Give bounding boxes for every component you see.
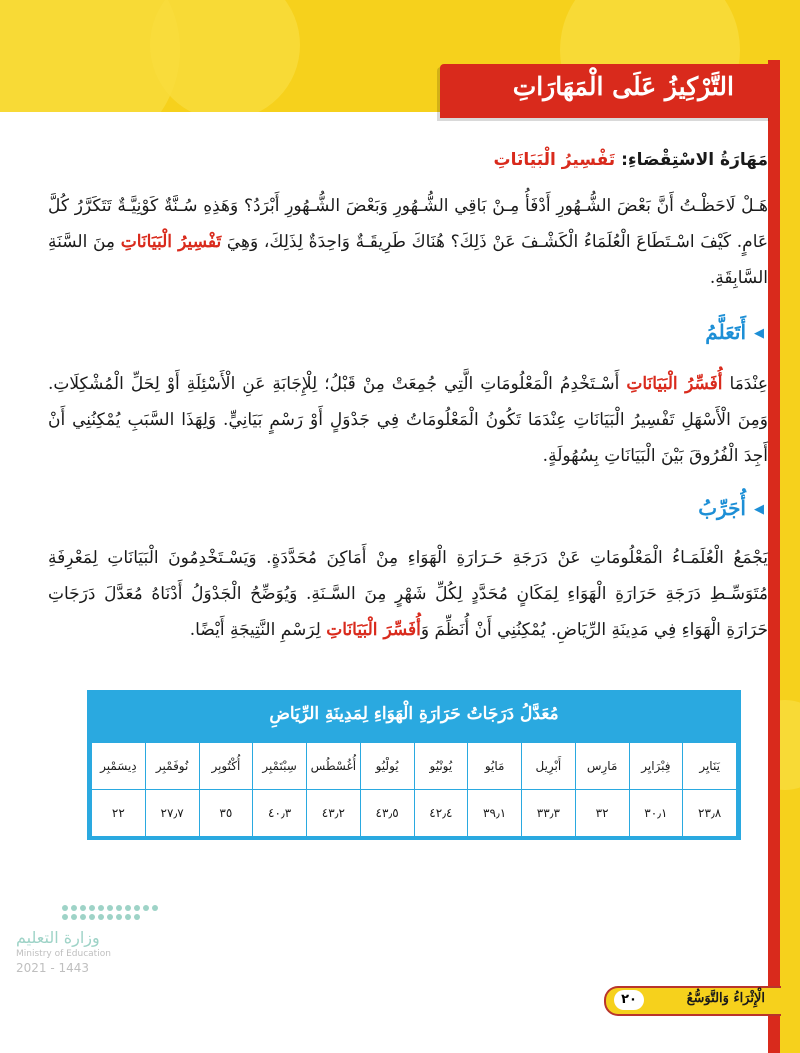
learn-highlight: أُفَسِّرُ الْبَيَانَاتِ bbox=[626, 374, 723, 394]
learn-heading bbox=[705, 320, 764, 344]
month-cell: يَنَايِر bbox=[683, 743, 737, 790]
table-title: مُعَدَّلُ دَرَجَاتُ حَرَارَةِ الْهَوَاءِ لِمَدِينَةِ الرِّيَاضِ bbox=[269, 704, 559, 724]
try-text: يَجْمَعُ الْعُلَمَـاءُ الْمَعْلُومَاتِ عَنْ دَرَجَةِ حَـرَارَةِ الْهَوَاءِ مِنْ أَمَاكِنَ مُحَدَّدَةٍ. وَيَسْـتَخْدِمُونَ الْبَيَانَاتِ لِمَعْرِفَةِ مُتَوَسِّـطِ دَرَجَةِ حَرَارَةِ الْهَوَاءِ لِمَكَانٍ مُحَدَّدٍ لِكُلِّ شَهْرٍ مِنَ السَّـنَةِ. وَيُوَضِّحُ الْجَدْوَلُ أَدْنَاهُ مُعَدَّلَ دَرَجَاتِ حَرَارَةِ الْهَوَاءِ فِي مَدِينَةِ الرِّيَاضِ. يُمْكِنُنِي أَنْ أُنَظِّمَ وَ bbox=[48, 548, 768, 640]
logo-year: 2021 - 1443 bbox=[16, 961, 90, 975]
month-cell: يُونْيُو bbox=[414, 743, 468, 790]
month-cell: نُوفَمْبِر bbox=[145, 743, 199, 790]
table-row-values bbox=[92, 790, 737, 837]
intro-end: مِنَ السَّنَةِ السَّابِقَةِ. bbox=[48, 232, 768, 288]
intro-paragraph bbox=[48, 188, 768, 296]
skill-heading bbox=[494, 150, 768, 170]
month-cell: أُكْتُوبِر bbox=[199, 743, 253, 790]
triangle-bullet-icon: ◀ bbox=[754, 326, 764, 341]
try-heading bbox=[698, 496, 764, 520]
logo-english-text: Ministry of Education bbox=[16, 949, 111, 959]
learn-text: أَسْـتَخْدِمُ الْمَعْلُومَاتِ الَّتِي جُمِعَتْ مِنْ قَبْلُ؛ لِلْإِجَابَةِ عَنِ الْأَسْئِلَةِ أَوْ لِحَلِّ الْمُشْكِلَاتِ. وَمِنَ الْأَسْهَلِ تَفْسِيرُ الْبَيَانَاتِ عِنْدَمَا تَكُونُ الْمَعْلُومَاتُ فِي جَدْوَلٍ أَوْ رَسْمٍ بَيَانِيٍّ. وَلِهَذَا السَّبَبِ يُمْكِنُنِي أَنْ أَجِدَ الْفُرُوقَ بَيْنَ الْبَيَانَاتِ بِسُهُولَةٍ. bbox=[48, 374, 768, 466]
value-cell: ٣٥ bbox=[199, 790, 253, 837]
logo-arabic-text: وزارة التعليم bbox=[16, 928, 100, 947]
value-cell: ٣٩٫١ bbox=[468, 790, 522, 837]
month-cell: أَبْرِيل bbox=[522, 743, 576, 790]
ministry-logo bbox=[16, 905, 166, 975]
intro-highlight: تَفْسِيرُ الْبَيَانَاتِ bbox=[120, 232, 222, 252]
side-bar bbox=[768, 60, 780, 1053]
try-highlight: أُفَسِّرَ الْبَيَانَاتِ bbox=[326, 620, 421, 640]
data-table bbox=[91, 742, 737, 837]
skill-prefix: مَهَارَةُ الاسْتِقْصَاءِ: bbox=[621, 150, 768, 170]
skill-name: تَفْسِيرُ الْبَيَانَاتِ bbox=[493, 150, 616, 170]
month-cell: دِيسَمْبِر bbox=[92, 743, 146, 790]
value-cell: ٢٣٫٨ bbox=[683, 790, 737, 837]
temperature-table bbox=[87, 690, 741, 840]
section-header bbox=[440, 64, 772, 118]
value-cell: ٣٢ bbox=[575, 790, 629, 837]
value-cell: ٣٣٫٣ bbox=[522, 790, 576, 837]
value-cell: ٢٧٫٧ bbox=[145, 790, 199, 837]
month-cell: أُغُسْطُس bbox=[307, 743, 361, 790]
value-cell: ٤٣٫٢ bbox=[307, 790, 361, 837]
month-cell: فِبْرَايِر bbox=[629, 743, 683, 790]
learn-paragraph bbox=[48, 366, 768, 474]
page-number: ٢٠ bbox=[614, 990, 644, 1010]
try-paragraph bbox=[48, 540, 768, 648]
learn-heading-text: أَتَعَلَّمُ bbox=[705, 320, 746, 344]
month-cell: يُولْيُو bbox=[360, 743, 414, 790]
page-title: التَّرْكِيزُ عَلَى الْمَهَارَاتِ bbox=[512, 72, 734, 101]
learn-start: عِنْدَمَا bbox=[729, 374, 768, 394]
bg-decoration bbox=[150, 0, 300, 120]
footer-label: الْإِثْرَاءُ وَالتَّوَسُّعُ bbox=[686, 991, 765, 1006]
table-row-months bbox=[92, 743, 737, 790]
value-cell: ٤٣٫٥ bbox=[360, 790, 414, 837]
footer-tab bbox=[604, 986, 781, 1016]
month-cell: سِبْتَمْبِر bbox=[253, 743, 307, 790]
logo-dots-icon bbox=[62, 905, 162, 920]
intro-text: هَـلْ لَاحَظْـتُ أَنَّ بَعْضَ الشُّـهُورِ أَدْفَأُ مِـنْ بَاقِي الشُّـهُورِ وَبَعْضَ الشُّـهُورِ أَبْرَدُ؟ وَهَذِهِ سُـنَّةٌ كَوْنِيَّـةٌ تَتَكَرَّرُ كُلَّ عَامٍ. كَيْفَ اسْـتَطَاعَ الْعُلَمَاءُ الْكَشْـفَ عَنْ ذَلِكَ؟ هُنَاكَ طَرِيقَـةٌ وَاحِدَةٌ لِذَلِكَ، وَهِيَ bbox=[48, 196, 769, 252]
value-cell: ٤٠٫٣ bbox=[253, 790, 307, 837]
value-cell: ٢٢ bbox=[92, 790, 146, 837]
month-cell: مَارِس bbox=[575, 743, 629, 790]
value-cell: ٤٢٫٤ bbox=[414, 790, 468, 837]
month-cell: مَايُو bbox=[468, 743, 522, 790]
try-end: لِرَسْمِ النَّتِيجَةِ أَيْضًا. bbox=[189, 620, 321, 640]
try-heading-text: أُجَرِّبُ bbox=[698, 496, 746, 520]
value-cell: ٣٠٫١ bbox=[629, 790, 683, 837]
triangle-bullet-icon: ◀ bbox=[754, 502, 764, 517]
